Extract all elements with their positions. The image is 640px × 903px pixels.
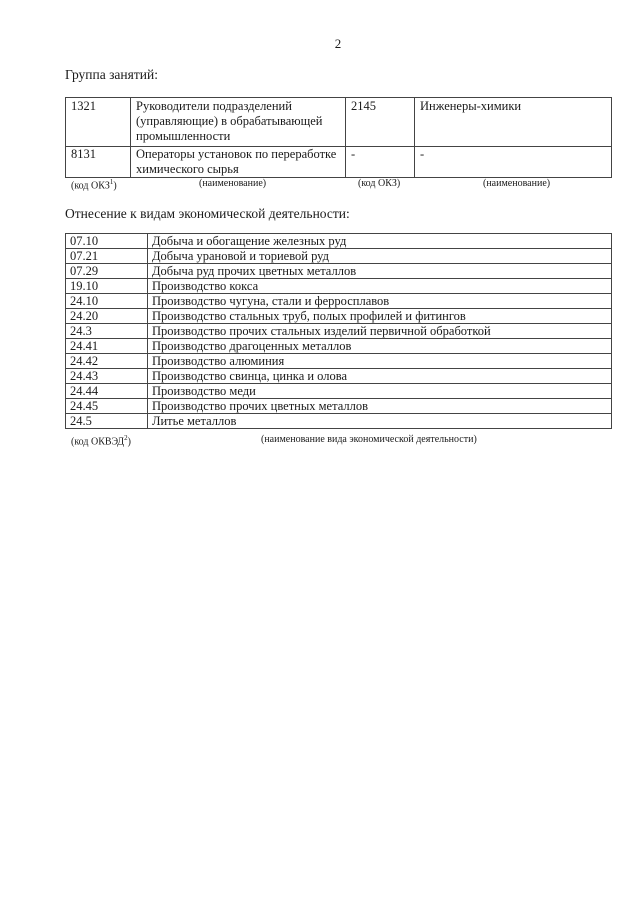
occupation-group-title: Группа занятий: [65, 67, 158, 82]
occupation-name-cell: Руководители подразделений (управляющие) в обрабатывающей промышленности [131, 98, 346, 147]
table-row [66, 354, 612, 369]
occupation-name-caption-2: (наименование) [483, 178, 551, 189]
okz-code-cell: 8131 [66, 147, 131, 178]
occupation-name-cell: Инженеры-химики [415, 98, 612, 147]
table-row [66, 399, 612, 414]
activity-name-cell: Добыча руд прочих цветных металлов [148, 264, 612, 279]
table-row [66, 264, 612, 279]
okved-code-cell: 07.21 [66, 249, 148, 264]
activity-name-cell: Производство чугуна, стали и ферросплавов [148, 294, 612, 309]
activity-name-cell: Производство кокса [148, 279, 612, 294]
occupation-name-caption: (наименование) [199, 178, 267, 189]
table-row [66, 414, 612, 429]
okved-code-cell: 07.29 [66, 264, 148, 279]
okved-code-cell: 24.41 [66, 339, 148, 354]
activity-name-cell: Производство прочих стальных изделий первичной обработкой [148, 324, 612, 339]
table-row [66, 147, 612, 178]
table-row [66, 234, 612, 249]
okved-code-cell: 24.3 [66, 324, 148, 339]
activity-name-cell: Литье металлов [148, 414, 612, 429]
okved-code-cell: 24.20 [66, 309, 148, 324]
activity-name-cell: Добыча и обогащение железных руд [148, 234, 612, 249]
activity-name-cell: Производство драгоценных металлов [148, 339, 612, 354]
table-row [66, 324, 612, 339]
okz-code-caption: (код ОКЗ$^1$) [71, 178, 117, 192]
activity-name-cell: Производство прочих цветных металлов [148, 399, 612, 414]
economic-activities-title: Отнесение к видам экономической деятельности: [65, 206, 350, 221]
table-row [66, 339, 612, 354]
okved-code-cell: 19.10 [66, 279, 148, 294]
table-row [66, 249, 612, 264]
okved-code-cell: 24.44 [66, 384, 148, 399]
table-row [66, 294, 612, 309]
okved-code-cell: 24.43 [66, 369, 148, 384]
okz-code-cell: 2145 [346, 98, 415, 147]
page-number: 2 [334, 36, 342, 51]
okved-code-caption: (код ОКВЭД$^2$) [71, 434, 131, 448]
table-row [66, 369, 612, 384]
occupation-group-table [65, 97, 612, 178]
occupation-table-captions [65, 178, 612, 190]
activity-name-cell: Производство свинца, цинка и олова [148, 369, 612, 384]
okz-code-cell: 1321 [66, 98, 131, 147]
activity-name-caption: (наименование вида экономической деятельности) [261, 434, 477, 445]
okved-code-cell: 24.42 [66, 354, 148, 369]
activity-name-cell: Добыча урановой и ториевой руд [148, 249, 612, 264]
table-row [66, 384, 612, 399]
occupation-name-cell: - [415, 147, 612, 178]
occupation-name-cell: Операторы установок по переработке химического сырья [131, 147, 346, 178]
okved-code-cell: 07.10 [66, 234, 148, 249]
okved-code-cell: 24.5 [66, 414, 148, 429]
activity-name-cell: Производство стальных труб, полых профилей и фитингов [148, 309, 612, 324]
table-row [66, 98, 612, 147]
activity-name-cell: Производство меди [148, 384, 612, 399]
table-row [66, 279, 612, 294]
economic-activities-table [65, 233, 612, 429]
activity-name-cell: Производство алюминия [148, 354, 612, 369]
activities-table-captions [65, 434, 612, 446]
okz-code-cell: - [346, 147, 415, 178]
table-row [66, 309, 612, 324]
okz-code-caption-2: (код ОКЗ) [358, 178, 401, 189]
okved-code-cell: 24.10 [66, 294, 148, 309]
okved-code-cell: 24.45 [66, 399, 148, 414]
